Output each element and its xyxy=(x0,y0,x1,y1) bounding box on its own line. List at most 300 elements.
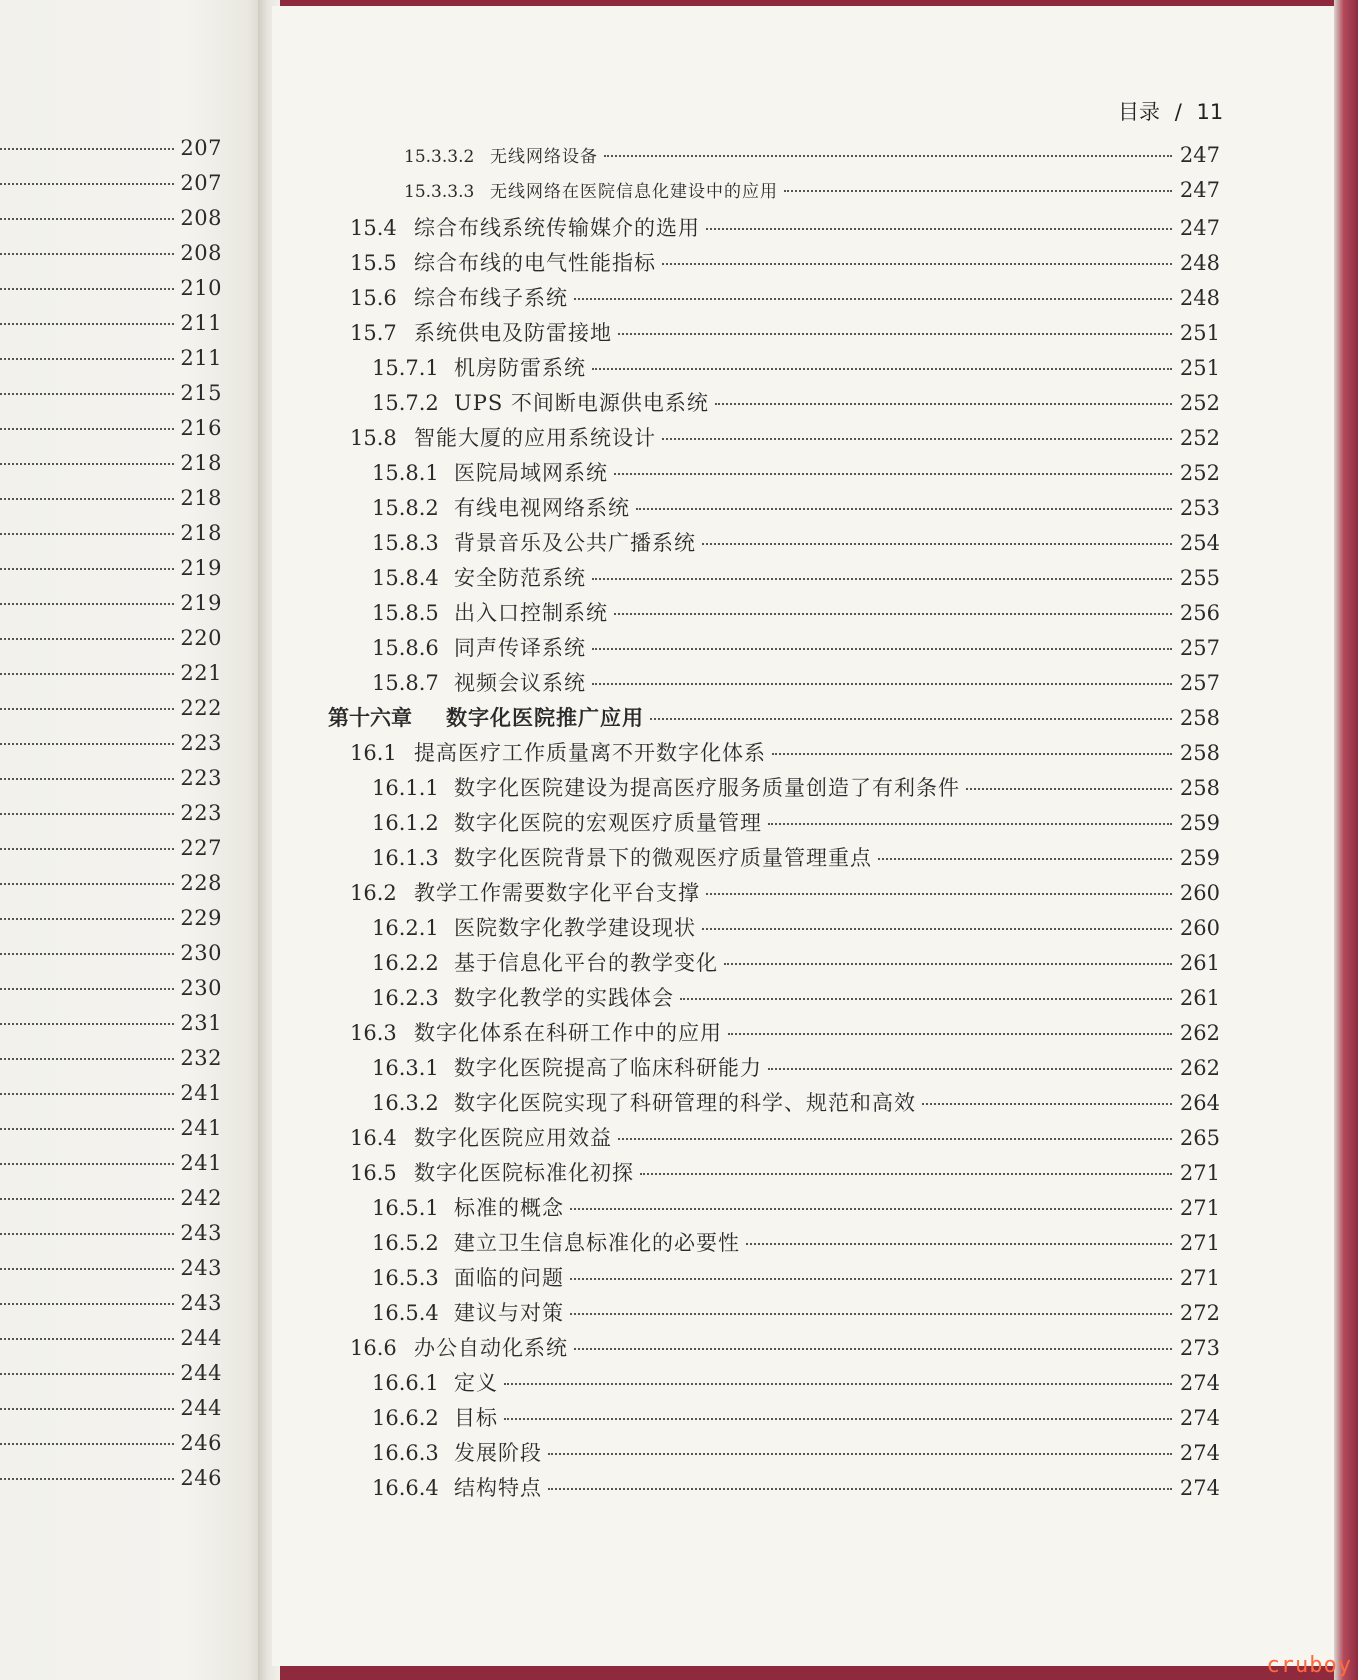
toc-entry-page-number: 272 xyxy=(1179,1301,1220,1325)
left-toc-page-number: 218 xyxy=(180,486,222,510)
left-toc-page-number: 207 xyxy=(180,171,222,195)
dot-leader xyxy=(0,1303,174,1305)
toc-entry-number: 16.6.1 xyxy=(372,1371,439,1395)
toc-entry-number: 16.5.4 xyxy=(372,1301,439,1325)
toc-entry-title: 面临的问题 xyxy=(454,1266,564,1290)
dot-leader xyxy=(0,1198,174,1200)
toc-entry-title: 标准的概念 xyxy=(454,1196,564,1220)
left-toc-row xyxy=(0,626,222,661)
toc-entry-number: 16.5.2 xyxy=(372,1231,439,1255)
toc-entry-page-number: 253 xyxy=(1179,496,1220,520)
toc-entry-page-number: 258 xyxy=(1179,741,1220,765)
left-toc-row xyxy=(0,556,222,591)
toc-entry-page-number: 251 xyxy=(1179,321,1220,345)
toc-entry-number: 16.6 xyxy=(350,1336,397,1360)
left-toc-page-number: 243 xyxy=(180,1256,222,1280)
dot-leader xyxy=(0,953,174,955)
toc-entry-page-number: 260 xyxy=(1179,916,1220,940)
dot-leader xyxy=(746,1243,1172,1245)
left-toc-page-number: 220 xyxy=(180,626,222,650)
dot-leader xyxy=(636,508,1172,510)
left-toc-row xyxy=(0,661,222,696)
toc-entry-page-number: 254 xyxy=(1179,531,1220,555)
left-toc-page-number: 208 xyxy=(180,241,222,265)
toc-entry-title: 建议与对策 xyxy=(454,1301,564,1325)
left-toc-page-number: 244 xyxy=(180,1326,222,1350)
dot-leader xyxy=(768,823,1172,825)
dot-leader xyxy=(0,848,174,850)
left-toc-row xyxy=(0,311,222,346)
dot-leader xyxy=(0,638,174,640)
dot-leader xyxy=(0,1338,174,1340)
dot-leader xyxy=(0,358,174,360)
toc-entry-page-number: 271 xyxy=(1179,1266,1220,1290)
dot-leader xyxy=(570,1208,1172,1210)
toc-entry-title: 数字化医院的宏观医疗质量管理 xyxy=(454,811,762,835)
left-toc-row xyxy=(0,696,222,731)
toc-entry-page-number: 261 xyxy=(1179,951,1220,975)
toc-entry xyxy=(372,667,1220,702)
dot-leader xyxy=(728,1033,1172,1035)
toc-entry-number: 16.3.2 xyxy=(372,1091,439,1115)
left-toc-row xyxy=(0,1291,222,1326)
dot-leader xyxy=(0,1233,174,1235)
left-toc-page-number: 223 xyxy=(180,766,222,790)
dot-leader xyxy=(0,603,174,605)
dot-leader xyxy=(0,1443,174,1445)
toc-entry-number: 15.8.2 xyxy=(372,496,439,520)
dot-leader xyxy=(592,368,1172,370)
dot-leader xyxy=(0,708,174,710)
left-toc-row xyxy=(0,1046,222,1081)
dot-leader xyxy=(878,858,1172,860)
toc-entry xyxy=(372,912,1220,947)
toc-entry-number: 15.8.4 xyxy=(372,566,439,590)
toc-entry xyxy=(372,492,1220,527)
left-toc-page-number: 211 xyxy=(180,346,222,370)
toc-entry-page-number: 257 xyxy=(1179,636,1220,660)
dot-leader xyxy=(768,1068,1172,1070)
left-toc-page-number: 246 xyxy=(180,1431,222,1455)
toc-entry xyxy=(404,142,1220,177)
left-toc-row xyxy=(0,1431,222,1466)
dot-leader xyxy=(640,1173,1172,1175)
dot-leader xyxy=(0,988,174,990)
left-toc-page-number: 243 xyxy=(180,1291,222,1315)
left-toc-row xyxy=(0,521,222,556)
toc-entry-number: 16.2 xyxy=(350,881,397,905)
left-toc-row xyxy=(0,836,222,871)
toc-entry-page-number: 248 xyxy=(1179,251,1220,275)
dot-leader xyxy=(715,403,1172,405)
toc-entry xyxy=(372,632,1220,667)
dot-leader xyxy=(650,718,1172,720)
toc-entry-title: 数字化医院背景下的微观医疗质量管理重点 xyxy=(454,846,872,870)
dot-leader xyxy=(784,190,1172,192)
dot-leader xyxy=(0,813,174,815)
toc-entry xyxy=(350,1017,1220,1052)
left-toc-page-number: 241 xyxy=(180,1151,222,1175)
left-toc-page-number: 230 xyxy=(180,941,222,965)
toc-entry-title: 目标 xyxy=(454,1406,498,1430)
toc-entry xyxy=(372,1437,1220,1472)
toc-entry-title: 建立卫生信息标准化的必要性 xyxy=(454,1231,740,1255)
dot-leader xyxy=(0,253,174,255)
left-toc-row xyxy=(0,906,222,941)
left-toc-row xyxy=(0,1116,222,1151)
left-toc-page-number: 207 xyxy=(180,136,222,160)
toc-entry-title: UPS 不间断电源供电系统 xyxy=(454,391,709,415)
left-toc-row xyxy=(0,871,222,906)
left-toc-row xyxy=(0,171,222,206)
dot-leader xyxy=(0,183,174,185)
toc-entry xyxy=(372,1367,1220,1402)
toc-entry-number: 第十六章 xyxy=(328,705,412,730)
left-toc-page-number: 229 xyxy=(180,906,222,930)
dot-leader xyxy=(614,473,1172,475)
toc-entry-page-number: 259 xyxy=(1179,811,1220,835)
toc-entry-page-number: 247 xyxy=(1179,178,1220,202)
dot-leader xyxy=(680,998,1172,1000)
toc-entry-page-number: 247 xyxy=(1179,143,1220,167)
toc-entry-page-number: 252 xyxy=(1179,391,1220,415)
toc-entry-title: 数字化医院提高了临床科研能力 xyxy=(454,1056,762,1080)
toc-entry-number: 15.4 xyxy=(350,216,397,240)
left-toc-page-number: 221 xyxy=(180,661,222,685)
left-toc-page-number: 230 xyxy=(180,976,222,1000)
left-toc-page-number: 223 xyxy=(180,731,222,755)
dot-leader xyxy=(604,155,1172,157)
toc-entry xyxy=(404,177,1220,212)
toc-entry-title: 背景音乐及公共广播系统 xyxy=(454,531,696,555)
toc-entry-title: 发展阶段 xyxy=(454,1441,542,1465)
dot-leader xyxy=(0,1408,174,1410)
dot-leader xyxy=(662,438,1172,440)
dot-leader xyxy=(548,1453,1172,1455)
toc-entry-title: 同声传译系统 xyxy=(454,636,586,660)
toc-entry xyxy=(350,422,1220,457)
toc-entry-page-number: 258 xyxy=(1179,706,1220,730)
toc-entry-number: 15.8.6 xyxy=(372,636,439,660)
toc-entry-number: 15.8.7 xyxy=(372,671,439,695)
toc-entry-title: 有线电视网络系统 xyxy=(454,496,630,520)
left-toc-page-number: 211 xyxy=(180,311,222,335)
dot-leader xyxy=(724,963,1172,965)
toc-entry-title: 基于信息化平台的教学变化 xyxy=(454,951,718,975)
left-toc-page-number: 231 xyxy=(180,1011,222,1035)
dot-leader xyxy=(772,753,1172,755)
left-toc-row xyxy=(0,416,222,451)
left-toc-row xyxy=(0,731,222,766)
toc-entry xyxy=(350,282,1220,317)
toc-entry-page-number: 260 xyxy=(1179,881,1220,905)
toc-entry xyxy=(350,317,1220,352)
toc-entry-page-number: 262 xyxy=(1179,1021,1220,1045)
toc-entry xyxy=(372,527,1220,562)
toc-entry-title: 提高医疗工作质量离不开数字化体系 xyxy=(414,741,766,765)
dot-leader xyxy=(0,428,174,430)
left-toc-page-number: 208 xyxy=(180,206,222,230)
toc-entry-page-number: 256 xyxy=(1179,601,1220,625)
toc-entry-number: 16.5 xyxy=(350,1161,397,1185)
toc-entry xyxy=(372,352,1220,387)
toc-entry xyxy=(372,387,1220,422)
dot-leader xyxy=(504,1418,1172,1420)
dot-leader xyxy=(618,333,1172,335)
toc-entry xyxy=(350,737,1220,772)
toc-entry-page-number: 255 xyxy=(1179,566,1220,590)
toc-entry xyxy=(350,1157,1220,1192)
left-toc-row xyxy=(0,766,222,801)
toc-entry-number: 16.6.4 xyxy=(372,1476,439,1500)
left-toc-row xyxy=(0,241,222,276)
left-toc-page-number: 241 xyxy=(180,1116,222,1140)
toc-entry-title: 视频会议系统 xyxy=(454,671,586,695)
left-toc-page-number: 241 xyxy=(180,1081,222,1105)
toc-entry-page-number: 271 xyxy=(1179,1196,1220,1220)
dot-leader xyxy=(548,1488,1172,1490)
toc-entry-number: 16.5.3 xyxy=(372,1266,439,1290)
toc-entry-title: 数字化教学的实践体会 xyxy=(454,986,674,1010)
toc-entry-page-number: 274 xyxy=(1179,1371,1220,1395)
left-toc-row xyxy=(0,1466,222,1501)
toc-entry-page-number: 271 xyxy=(1179,1161,1220,1185)
toc-entry-number: 16.1 xyxy=(350,741,397,765)
toc-entry-page-number: 265 xyxy=(1179,1126,1220,1150)
toc-entry-number: 15.8.3 xyxy=(372,531,439,555)
toc-entry-page-number: 258 xyxy=(1179,776,1220,800)
dot-leader xyxy=(0,533,174,535)
toc-entry-page-number: 252 xyxy=(1179,426,1220,450)
toc-entry-number: 16.2.2 xyxy=(372,951,439,975)
toc-entry xyxy=(372,1052,1220,1087)
toc-entry-number: 16.6.3 xyxy=(372,1441,439,1465)
dot-leader xyxy=(702,928,1172,930)
left-toc-row xyxy=(0,1361,222,1396)
left-toc-row xyxy=(0,346,222,381)
left-toc-row xyxy=(0,276,222,311)
toc-entry-number: 16.1.1 xyxy=(372,776,439,800)
left-toc-page-number: 222 xyxy=(180,696,222,720)
toc-entry xyxy=(350,877,1220,912)
toc-entry-page-number: 264 xyxy=(1179,1091,1220,1115)
toc-entry-page-number: 252 xyxy=(1179,461,1220,485)
dot-leader xyxy=(0,1478,174,1480)
dot-leader xyxy=(592,578,1172,580)
dot-leader xyxy=(0,1163,174,1165)
page-header xyxy=(1118,96,1223,126)
header-section: 目录 xyxy=(1118,100,1160,124)
dot-leader xyxy=(0,918,174,920)
left-toc-page-number: 246 xyxy=(180,1466,222,1490)
left-toc-row xyxy=(0,591,222,626)
toc-entry xyxy=(372,1297,1220,1332)
toc-entry xyxy=(372,1087,1220,1122)
toc-entry-title: 安全防范系统 xyxy=(454,566,586,590)
left-toc-row xyxy=(0,1221,222,1256)
dot-leader xyxy=(706,893,1172,895)
toc-entry xyxy=(372,1402,1220,1437)
left-toc-row xyxy=(0,1081,222,1116)
dot-leader xyxy=(0,1128,174,1130)
left-toc-page-number: 228 xyxy=(180,871,222,895)
left-toc-row xyxy=(0,206,222,241)
toc-entry-page-number: 248 xyxy=(1179,286,1220,310)
toc-entry xyxy=(372,842,1220,877)
toc-entry-page-number: 257 xyxy=(1179,671,1220,695)
toc-entry xyxy=(350,1122,1220,1157)
toc-entry-number: 16.4 xyxy=(350,1126,397,1150)
toc-chapter-entry xyxy=(328,702,1220,737)
toc-entry-page-number: 274 xyxy=(1179,1441,1220,1465)
dot-leader xyxy=(0,673,174,675)
left-toc-row xyxy=(0,941,222,976)
left-toc-row xyxy=(0,1186,222,1221)
dot-leader xyxy=(0,1023,174,1025)
toc-entry-title: 数字化医院推广应用 xyxy=(446,705,644,730)
toc-entry-title: 定义 xyxy=(454,1371,498,1395)
toc-entry-title: 教学工作需要数字化平台支撑 xyxy=(414,881,700,905)
dot-leader xyxy=(0,1093,174,1095)
toc-entry-number: 16.5.1 xyxy=(372,1196,439,1220)
toc-entry xyxy=(350,247,1220,282)
left-toc-row xyxy=(0,1326,222,1361)
toc-entry-number: 15.7.2 xyxy=(372,391,439,415)
toc-entry-title: 智能大厦的应用系统设计 xyxy=(414,426,656,450)
toc-entry-page-number: 251 xyxy=(1179,356,1220,380)
left-toc-page-number: 243 xyxy=(180,1221,222,1245)
left-toc-row xyxy=(0,451,222,486)
toc-entry xyxy=(372,1262,1220,1297)
left-toc-row xyxy=(0,1256,222,1291)
toc-entry-number: 15.8.1 xyxy=(372,461,439,485)
toc-entry xyxy=(372,1192,1220,1227)
toc-entry xyxy=(372,597,1220,632)
left-toc-page-number: 210 xyxy=(180,276,222,300)
toc-entry xyxy=(372,982,1220,1017)
left-toc-page-number: 227 xyxy=(180,836,222,860)
book-cover-edge xyxy=(1334,0,1358,1680)
toc-entry-title: 结构特点 xyxy=(454,1476,542,1500)
left-toc-page-number: 219 xyxy=(180,556,222,580)
dot-leader xyxy=(706,228,1172,230)
toc-entry-page-number: 259 xyxy=(1179,846,1220,870)
toc-entry-page-number: 274 xyxy=(1179,1476,1220,1500)
dot-leader xyxy=(0,743,174,745)
toc-entry-number: 16.2.1 xyxy=(372,916,439,940)
left-toc-row xyxy=(0,486,222,521)
toc-entry-title: 数字化体系在科研工作中的应用 xyxy=(414,1021,722,1045)
left-toc-row xyxy=(0,976,222,1011)
left-toc-page-number: 232 xyxy=(180,1046,222,1070)
toc-entry-page-number: 274 xyxy=(1179,1406,1220,1430)
dot-leader xyxy=(662,263,1172,265)
toc-entry-number: 15.7.1 xyxy=(372,356,439,380)
dot-leader xyxy=(0,1058,174,1060)
toc-entry-title: 数字化医院建设为提高医疗服务质量创造了有利条件 xyxy=(454,776,960,800)
dot-leader xyxy=(574,298,1172,300)
left-toc-row xyxy=(0,136,222,171)
dot-leader xyxy=(0,498,174,500)
toc-entry-number: 15.8.5 xyxy=(372,601,439,625)
toc-entry-title: 医院数字化教学建设现状 xyxy=(454,916,696,940)
toc-entry-number: 15.7 xyxy=(350,321,397,345)
toc-entry-number: 16.3 xyxy=(350,1021,397,1045)
toc-entry-title: 机房防雷系统 xyxy=(454,356,586,380)
toc-entry xyxy=(372,772,1220,807)
left-page xyxy=(0,0,268,1680)
dot-leader xyxy=(702,543,1172,545)
toc-entry-title: 无线网络设备 xyxy=(490,147,598,167)
dot-leader xyxy=(922,1103,1172,1105)
toc-entry-title: 医院局域网系统 xyxy=(454,461,608,485)
dot-leader xyxy=(0,1373,174,1375)
dot-leader xyxy=(592,648,1172,650)
left-toc-page-number: 244 xyxy=(180,1361,222,1385)
toc-entry-number: 15.5 xyxy=(350,251,397,275)
watermark: cruboy xyxy=(1266,1653,1352,1678)
toc-entry-page-number: 262 xyxy=(1179,1056,1220,1080)
left-toc-page-number: 223 xyxy=(180,801,222,825)
dot-leader xyxy=(0,393,174,395)
left-toc-row xyxy=(0,1011,222,1046)
toc-entry-title: 办公自动化系统 xyxy=(414,1336,568,1360)
dot-leader xyxy=(574,1348,1172,1350)
dot-leader xyxy=(614,613,1172,615)
dot-leader xyxy=(0,323,174,325)
toc-entry xyxy=(372,562,1220,597)
toc-entry-number: 16.1.2 xyxy=(372,811,439,835)
toc-entry-page-number: 273 xyxy=(1179,1336,1220,1360)
toc-entry-number: 15.3.3.3 xyxy=(404,182,475,202)
toc-entry-title: 综合布线的电气性能指标 xyxy=(414,251,656,275)
dot-leader xyxy=(0,568,174,570)
toc-entry-page-number: 261 xyxy=(1179,986,1220,1010)
toc-entry xyxy=(372,1472,1220,1507)
toc-entry-number: 16.1.3 xyxy=(372,846,439,870)
toc-entry-title: 出入口控制系统 xyxy=(454,601,608,625)
left-toc-page-number: 215 xyxy=(180,381,222,405)
toc-entry-title: 系统供电及防雷接地 xyxy=(414,321,612,345)
left-toc-page-number: 216 xyxy=(180,416,222,440)
toc-entry-title: 数字化医院应用效益 xyxy=(414,1126,612,1150)
dot-leader xyxy=(0,288,174,290)
left-toc-page-number: 244 xyxy=(180,1396,222,1420)
left-toc-page-number: 218 xyxy=(180,451,222,475)
left-toc-page-number: 219 xyxy=(180,591,222,615)
toc-entry xyxy=(350,1332,1220,1367)
toc-entry-title: 数字化医院实现了科研管理的科学、规范和高效 xyxy=(454,1091,916,1115)
toc-entry-number: 15.6 xyxy=(350,286,397,310)
toc-entry-page-number: 247 xyxy=(1179,216,1220,240)
toc-entry-number: 16.2.3 xyxy=(372,986,439,1010)
dot-leader xyxy=(966,788,1172,790)
header-separator: / xyxy=(1174,100,1182,124)
toc-entry xyxy=(372,457,1220,492)
dot-leader xyxy=(0,778,174,780)
header-page-number: 11 xyxy=(1196,100,1224,124)
dot-leader xyxy=(0,218,174,220)
toc-entry xyxy=(350,212,1220,247)
left-toc-row xyxy=(0,1396,222,1431)
left-toc-page-number: 218 xyxy=(180,521,222,545)
dot-leader xyxy=(504,1383,1172,1385)
toc-entry xyxy=(372,1227,1220,1262)
left-toc-row xyxy=(0,801,222,836)
toc-entry xyxy=(372,947,1220,982)
toc-entry-page-number: 271 xyxy=(1179,1231,1220,1255)
toc-entry-number: 15.8 xyxy=(350,426,397,450)
